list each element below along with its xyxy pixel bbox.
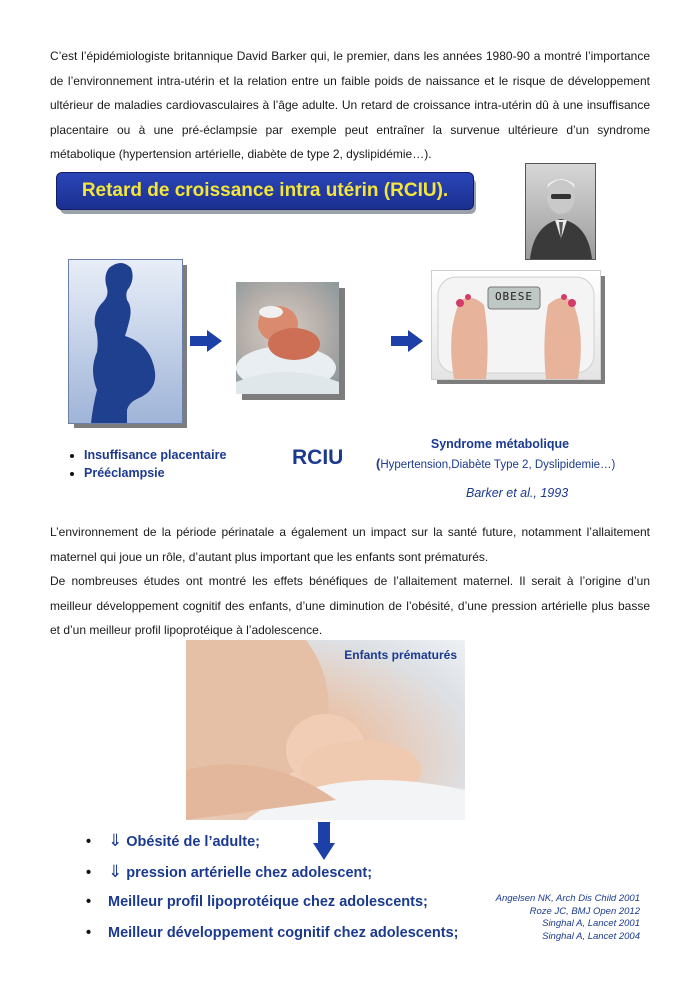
list-item <box>86 887 459 918</box>
obese-scale-image <box>431 270 601 380</box>
cause-text: Insuffisance placentaire <box>84 448 227 462</box>
syndrome-detail-paren: ( <box>376 456 381 471</box>
cause-text: Prééclampsie <box>84 466 165 480</box>
barker-portrait <box>525 163 596 260</box>
perinatal-text-1: L’environnement de la période périnatale a également un impact sur la santé future, notamment l’allaitement maternel qui joue un rôle, d’autant plus important que les enfants sont prématurés. <box>50 525 650 564</box>
effects-list <box>86 826 459 948</box>
citation-barker: Barker et al., 1993 <box>466 486 569 500</box>
arrow-right-icon <box>391 330 423 352</box>
bullet-icon: • <box>86 834 92 850</box>
effect-text: Obésité de l’adulte; <box>126 834 260 850</box>
down-arrow-icon: ⇓ <box>108 831 123 850</box>
premature-baby-image <box>236 282 339 394</box>
causes-list <box>62 446 226 482</box>
effect-text: Meilleur développement cognitif chez adolescents; <box>108 924 459 941</box>
list-item <box>84 464 226 482</box>
perinatal-paragraph <box>50 520 650 643</box>
scale-display: OBESE <box>494 290 534 303</box>
bullet-icon: • <box>86 864 92 881</box>
syndrome-detail-text: Hypertension,Diabète Type 2, Dyslipidemie…) <box>380 459 616 471</box>
perinatal-text-2: De nombreuses études ont montré les effets bénéfiques de l’allaitement maternel. Il serait à l’origine d’un meilleur développement cognitif des enfants, d’une diminution de l’obésité, d’une pression artérielle plus basse et d’un meilleur profil lipoprotéique à l’adolescence. <box>50 574 650 637</box>
list-item <box>86 918 459 949</box>
references <box>460 893 640 943</box>
syndrome-detail <box>376 456 636 471</box>
bullet-icon: • <box>86 894 92 910</box>
photo-label: Enfants prématurés <box>344 648 457 662</box>
reference-item: Singhal A, Lancet 2004 <box>542 930 640 942</box>
pregnant-silhouette-image <box>68 259 183 424</box>
intro-text: C’est l’épidémiologiste britannique David Barker qui, le premier, dans les années 1980-90 a montré l’importance de l’environnement intra-utérin et la relation entre un faible poids de naissance et le risque de développement ultérieur de maladies cardiovasculaires à l’âge adulte. Un retard de croissance intra-utérin dû à une insuffisance placentaire ou à une pré-éclampsie par exemple peut entraîner la survenue ultérieure d’un syndrome métabolique (hypertension artérielle, diabète de type 2, dyslipidémie…). <box>50 49 650 161</box>
syndrome-title: Syndrome métabolique <box>430 437 570 451</box>
effect-text: pression artérielle chez adolescent; <box>126 864 373 881</box>
bullet-icon: • <box>86 924 92 941</box>
arrow-right-icon <box>190 330 222 352</box>
rciu-label: RCIU <box>292 446 344 469</box>
list-item <box>84 446 226 464</box>
reference-item: Singhal A, Lancet 2001 <box>542 918 640 929</box>
reference-item: Angelsen NK, Arch Dis Child 2001 <box>495 893 640 904</box>
list-item <box>86 826 459 857</box>
title-banner: Retard de croissance intra utérin (RCIU). <box>56 172 474 210</box>
breastfeeding-image <box>186 640 465 820</box>
list-item <box>86 857 459 888</box>
reference-item: Roze JC, BMJ Open 2012 <box>529 905 640 917</box>
intro-paragraph <box>50 44 650 167</box>
down-arrow-icon: ⇓ <box>108 861 123 881</box>
effect-text: Meilleur profil lipoprotéique chez adolescents; <box>108 894 428 910</box>
